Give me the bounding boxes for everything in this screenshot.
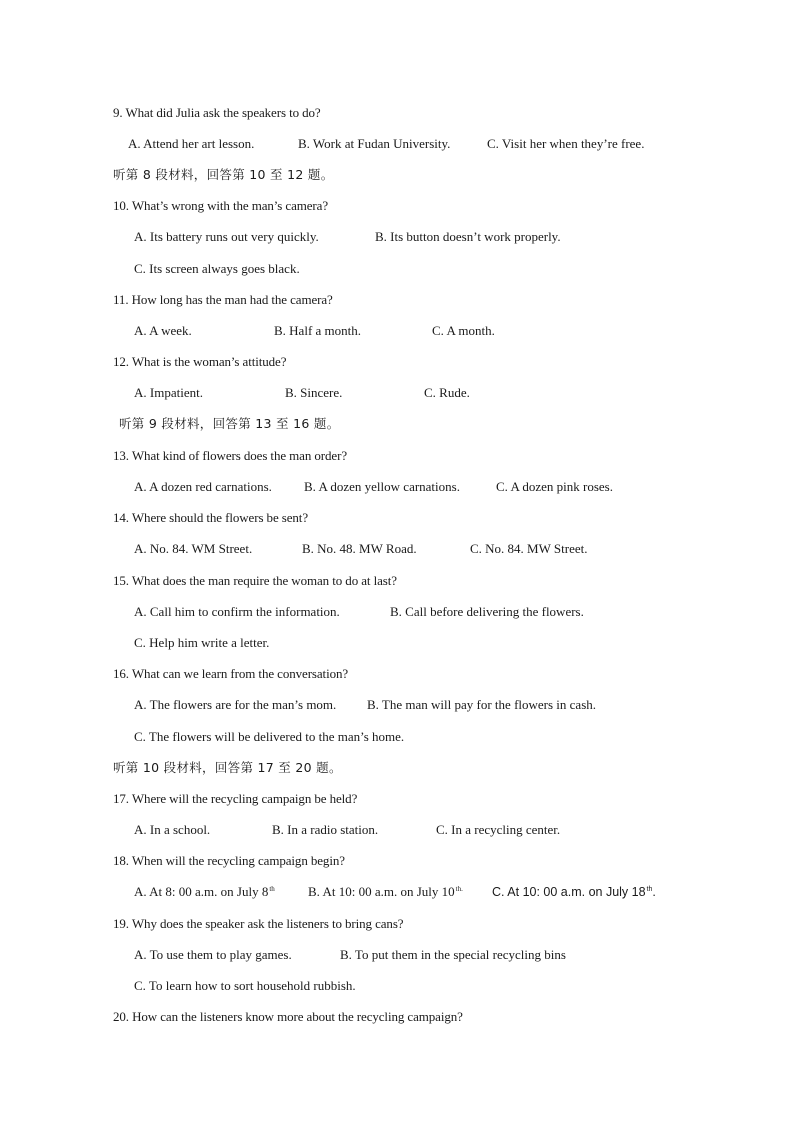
- question-number: 10.: [113, 198, 129, 213]
- question-12: [113, 354, 286, 370]
- option-12c: C. Rude.: [424, 385, 470, 400]
- section-heading-10: 听第 10 段材料，回答第 17 至 20 题。: [113, 760, 342, 775]
- question-13: [113, 448, 347, 464]
- option-18b: [308, 884, 463, 900]
- question-11: [113, 292, 333, 308]
- question-9: [113, 105, 321, 121]
- option-15a: A. Call him to confirm the information.: [134, 604, 340, 619]
- option-19c: C. To learn how to sort household rubbish.: [134, 978, 356, 993]
- option-17c: C. In a recycling center.: [436, 822, 561, 837]
- question-number: 16.: [113, 666, 129, 681]
- question-text: Where will the recycling campaign be held?: [131, 791, 358, 806]
- question-19: [113, 916, 403, 932]
- option-18c: [492, 884, 656, 900]
- question-text: Why does the speaker ask the listeners to bring cans?: [131, 916, 404, 931]
- question-number: 9.: [113, 105, 123, 120]
- option-text: C. At 10: 00 a.m. on July 18: [492, 885, 646, 899]
- question-text: What’s wrong with the man’s camera?: [131, 198, 329, 213]
- question-16: [113, 666, 348, 682]
- question-20: [113, 1009, 463, 1025]
- question-text: What does the man require the woman to do at last?: [131, 573, 397, 588]
- option-16c: C. The flowers will be delivered to the man’s home.: [134, 729, 405, 744]
- option-14c: C. No. 84. MW Street.: [470, 541, 588, 556]
- question-17: [113, 791, 357, 807]
- question-text: What is the woman’s attitude?: [131, 354, 287, 369]
- option-10a: A. Its battery runs out very quickly.: [134, 229, 319, 244]
- option-text: B. At 10: 00 a.m. on July 10: [308, 884, 455, 899]
- option-16a: A. The flowers are for the man’s mom.: [134, 697, 337, 712]
- option-9c: C. Visit her when they’re free.: [487, 136, 645, 151]
- question-number: 14.: [113, 510, 129, 525]
- question-number: 20.: [113, 1009, 129, 1024]
- option-17a: A. In a school.: [134, 822, 211, 837]
- section-heading-9: 听第 9 段材料，回答第 13 至 16 题。: [119, 416, 340, 431]
- question-number: 17.: [113, 791, 129, 806]
- option-text: A. At 8: 00 a.m. on July 8: [134, 884, 269, 899]
- option-13a: A. A dozen red carnations.: [134, 479, 272, 494]
- option-14b: B. No. 48. MW Road.: [302, 541, 417, 556]
- option-17b: B. In a radio station.: [272, 822, 379, 837]
- question-text: How can the listeners know more about the recycling campaign?: [132, 1009, 463, 1024]
- question-text: What kind of flowers does the man order?: [131, 448, 347, 463]
- question-text: What can we learn from the conversation?: [131, 666, 349, 681]
- question-text: What did Julia ask the speakers to do?: [125, 105, 321, 120]
- question-number: 13.: [113, 448, 129, 463]
- option-13c: C. A dozen pink roses.: [496, 479, 613, 494]
- ordinal-suffix: th: [646, 886, 653, 893]
- option-18a: [134, 884, 275, 900]
- question-text: How long has the man had the camera?: [131, 292, 333, 307]
- option-12b: B. Sincere.: [285, 385, 343, 400]
- question-text: When will the recycling campaign begin?: [131, 853, 345, 868]
- question-18: [113, 853, 345, 869]
- option-end: .: [652, 885, 656, 899]
- question-14: [113, 510, 308, 526]
- option-15c: C. Help him write a letter.: [134, 635, 270, 650]
- question-number: 12.: [113, 354, 129, 369]
- question-10: [113, 198, 328, 214]
- option-19a: A. To use them to play games.: [134, 947, 292, 962]
- ordinal-suffix: th.: [455, 885, 463, 893]
- option-10c: C. Its screen always goes black.: [134, 261, 300, 276]
- option-11b: B. Half a month.: [274, 323, 362, 338]
- option-9b: B. Work at Fudan University.: [298, 136, 451, 151]
- question-number: 11.: [113, 292, 129, 307]
- question-15: [113, 573, 397, 589]
- option-15b: B. Call before delivering the flowers.: [390, 604, 584, 619]
- option-13b: B. A dozen yellow carnations.: [304, 479, 460, 494]
- option-19b: B. To put them in the special recycling bins: [340, 947, 566, 962]
- option-14a: A. No. 84. WM Street.: [134, 541, 253, 556]
- option-16b: B. The man will pay for the flowers in cash.: [367, 697, 597, 712]
- option-9a: A. Attend her art lesson.: [128, 136, 255, 151]
- question-number: 19.: [113, 916, 129, 931]
- option-11a: A. A week.: [134, 323, 192, 338]
- question-number: 15.: [113, 573, 129, 588]
- ordinal-suffix: th: [269, 885, 275, 893]
- question-number: 18.: [113, 853, 129, 868]
- section-heading-8: 听第 8 段材料，回答第 10 至 12 题。: [113, 167, 334, 182]
- option-10b: B. Its button doesn’t work properly.: [375, 229, 561, 244]
- question-text: Where should the flowers be sent?: [131, 510, 308, 525]
- option-11c: C. A month.: [432, 323, 495, 338]
- option-12a: A. Impatient.: [134, 385, 203, 400]
